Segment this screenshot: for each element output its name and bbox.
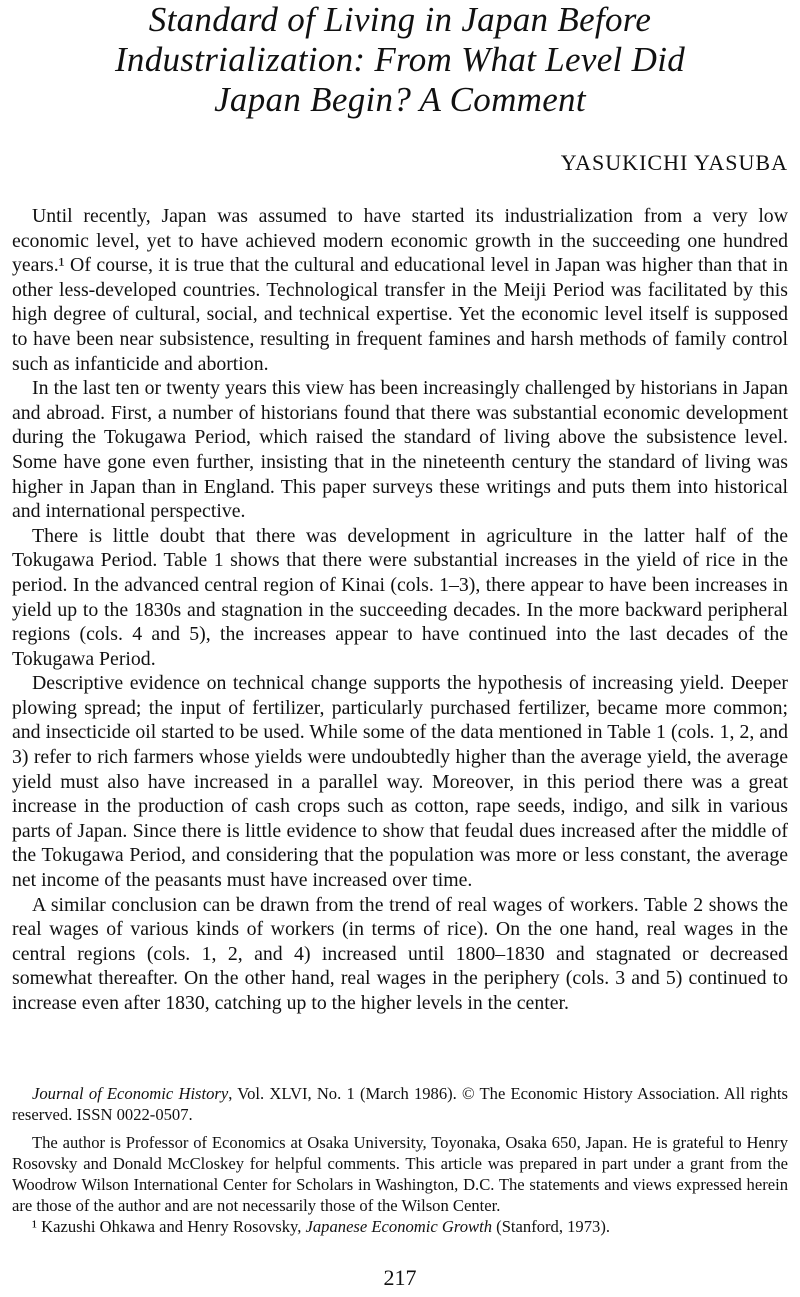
author-name: YASUKICHI YASUBA xyxy=(560,150,788,175)
footnote-marker: ¹ xyxy=(32,1217,37,1236)
citation-details: , Vol. XLVI, No. 1 (March 1986). © The Economic History Association. All rights reserved. ISSN 0022-0507. xyxy=(12,1084,789,1124)
title-line-2: Industrialization: From What Level Did xyxy=(114,40,686,79)
body-paragraph-3: There is little doubt that there was development in agriculture in the latter half of the Tokugawa Period. Table 1 shows that there were substantial increases in the yield of rice in the period. In the advanced central region of Kinai (cols. 1–3), there appear to have been increases in yield up to the 1830s and stagnation in the succeeding decades. In the more backward peripheral regions (cols. 4 and 5), the increases appear to have continued into the last decades of the Tokugawa Period. xyxy=(12,524,788,670)
footnote-book-title: Japanese Economic Growth xyxy=(305,1217,493,1236)
body-paragraph-4: Descriptive evidence on technical change supports the hypothesis of increasing yield. Deeper plowing spread; the input of fertilizer, particularly purchased fertilizer, became more common; and insecticide oil started to be used. While some of the data mentioned in Table 1 (cols. 1, 2, and 3) refer to rich farmers whose yields were undoubtedly higher than the average yield, the average yield must also have increased in a parallel way. Moreover, in this period there was a great increase in the production of cash crops such as cotton, rape seeds, indigo, and silk in various parts of Japan. Since there is little evidence to show that feudal dues increased after the middle of the Tokugawa Period, and considering that the population was more or less constant, the average net income of the peasants must have increased over time. xyxy=(12,672,788,892)
footnote-authors: Kazushi Ohkawa and Henry Rosovsky, xyxy=(36,1217,306,1236)
body-paragraph-1: Until recently, Japan was assumed to have started its industrialization from a very low economic level, yet to have achieved modern economic growth in the succeeding one hundred years.¹ Of course, it is true that the cultural and educational level in Japan was higher than that in other less-developed countries. Technological transfer in the Meiji Period was facilitated by this high degree of cultural, social, and technical expertise. Yet the economic level itself is supposed to have been near subsistence, resulting in frequent famines and harsh methods of family control such as infanticide and abortion. xyxy=(12,205,788,375)
footnote-publisher: (Stanford, 1973). xyxy=(492,1217,610,1236)
footnote-1 xyxy=(12,1216,788,1237)
page-number: 217 xyxy=(383,1265,417,1290)
title-line-3: Japan Begin? A Comment xyxy=(214,80,586,119)
journal-name: Journal of Economic History xyxy=(32,1084,229,1103)
journal-citation xyxy=(12,1083,788,1125)
author-note: The author is Professor of Economics at Osaka University, Toyonaka, Osaka 650, Japan. He is grateful to Henry Rosovsky and Donald McCloskey for helpful comments. This article was prepared in part under a grant from the Woodrow Wilson International Center for Scholars in Washington, D.C. The statements and views expressed herein are those of the author and are not necessarily those of the Wilson Center. xyxy=(12,1133,788,1215)
body-paragraph-5: A similar conclusion can be drawn from the trend of real wages of workers. Table 2 shows the real wages of various kinds of workers (in terms of rice). On the one hand, real wages in the central regions (cols. 1, 2, and 4) increased until 1800–1830 and stagnated or decreased somewhat thereafter. On the other hand, real wages in the periphery (cols. 3 and 5) continued to increase even after 1830, catching up to the higher levels in the center. xyxy=(12,893,788,1014)
title-line-1: Standard of Living in Japan Before xyxy=(148,0,652,39)
footnotes xyxy=(12,1083,788,1237)
body-paragraph-2: In the last ten or twenty years this view has been increasingly challenged by historians in Japan and abroad. First, a number of historians found that there was substantial economic development during the Tokugawa Period, which raised the standard of living above the subsistence level. Some have gone even further, insisting that in the nineteenth century the standard of living was higher in Japan than in England. This paper surveys these writings and puts them into historical and international perspective. xyxy=(12,377,788,523)
article-title xyxy=(20,0,780,120)
article-body xyxy=(12,204,788,1016)
